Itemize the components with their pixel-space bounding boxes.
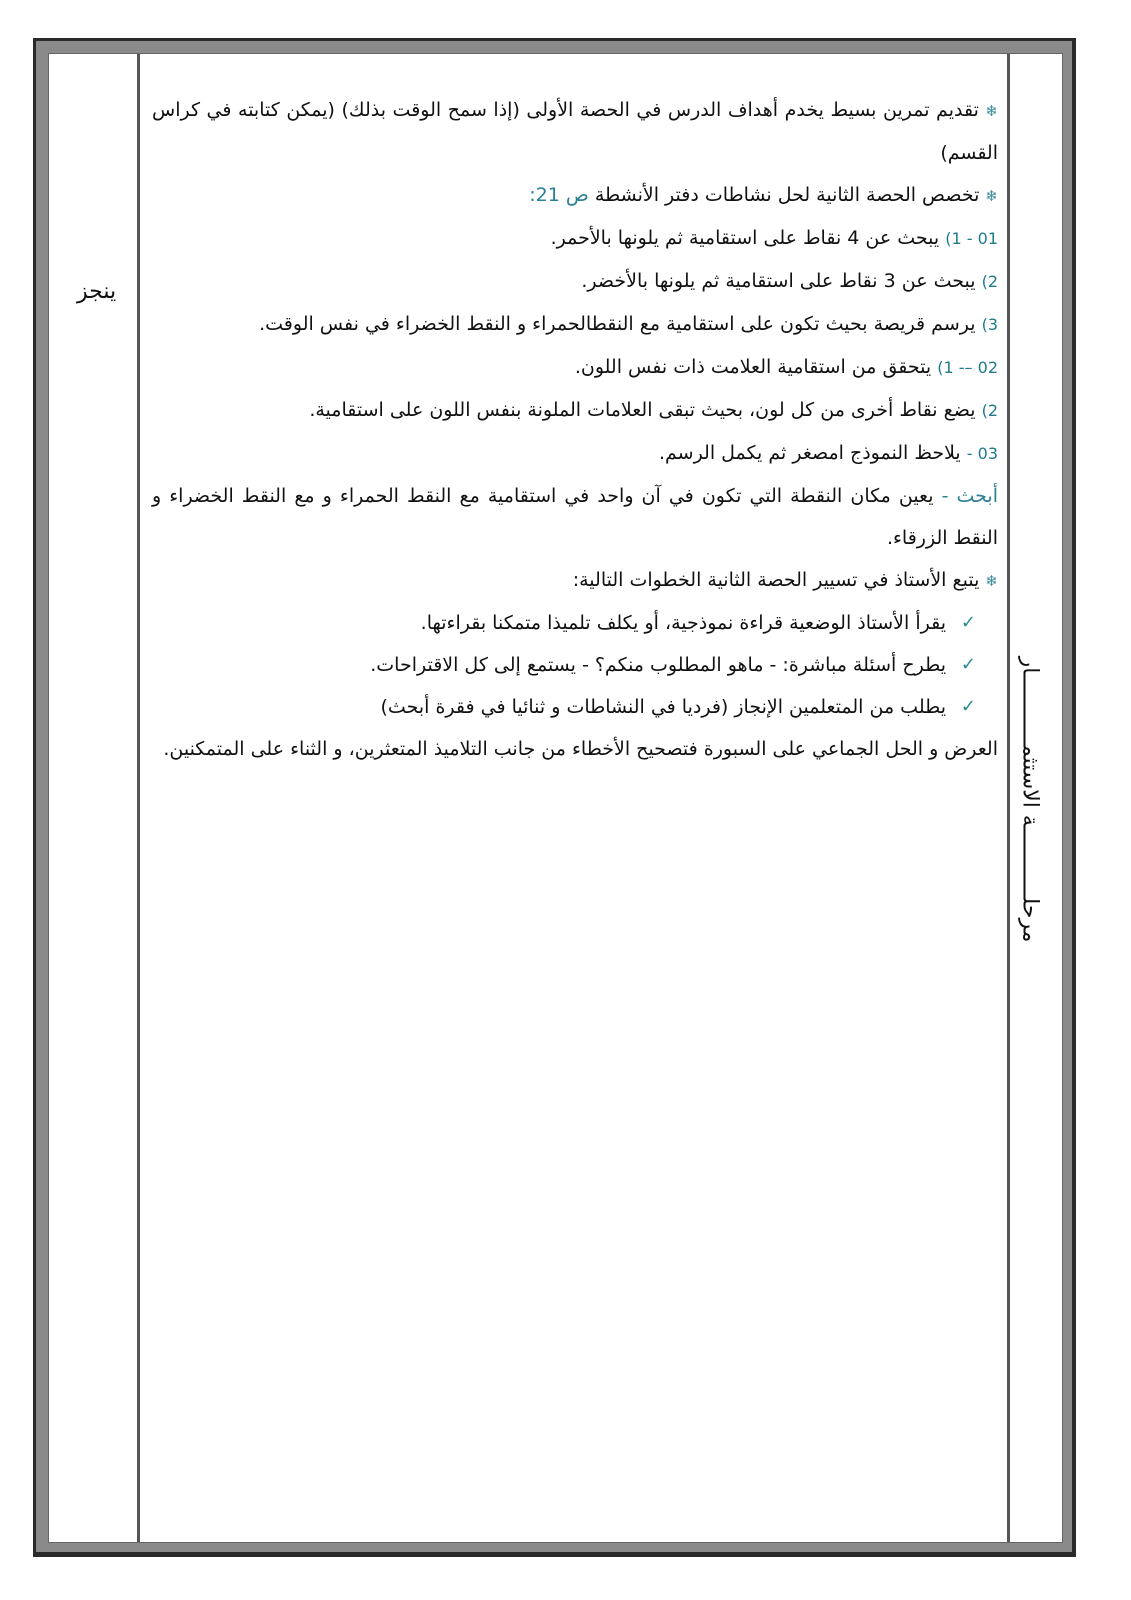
stage-label-text: مرحلـــــــــــة الاستثمـــــــــــار	[1017, 656, 1043, 942]
steps-intro: ❄ يتبع الأستاذ في تسيير الحصة الثانية الخطوات التالية:	[572, 569, 998, 591]
list-item: ✓ يقرأ الأستاذ الوضعية قراءة نموذجية، أو يكلف تلميذا متمكنا بقراءتها.	[152, 602, 976, 644]
checkmark-icon: ✓	[960, 696, 976, 717]
asterisk-icon: ❄	[985, 572, 998, 590]
asterisk-icon: ❄	[985, 187, 998, 205]
intro-paragraph: ❄ تقديم تمرين بسيط يخدم أهداف الدرس في الحصة الأولى (إذا سمح الوقت بذلك) (يمكن كتابته في كراس القسم)	[152, 99, 998, 164]
page-inner	[48, 53, 1063, 1543]
activity-item: 03 - يلاحظ النموذج امصغر ثم يكمل الرسم.	[658, 442, 998, 464]
activity-item: 2) يبحث عن 3 نقاط على استقامية ثم يلونها بالأخضر.	[581, 270, 998, 292]
side-label-achieves: ينجز	[77, 279, 117, 304]
list-item: ✓ يطرح أسئلة مباشرة: - ماهو المطلوب منكم؟ - يستمع إلى كل الاقتراحات.	[152, 644, 976, 686]
list-item: ✓ يطلب من المتعلمين الإنجاز (فرديا في النشاطات و ثنائيا في فقرة أبحث)	[152, 686, 976, 728]
checkmark-icon: ✓	[960, 654, 976, 675]
activity-item: 3) يرسم قريصة بحيث تكون على استقامية مع النقطالحمراء و النقط الخضراء في نفس الوقت.	[259, 313, 998, 335]
closing-paragraph: العرض و الحل الجماعي على السبورة فتصحيح الأخطاء من جانب التلاميذ المتعثرين، و الثناء على المتمكنين.	[163, 738, 998, 760]
second-session-line: ❄ تخصص الحصة الثانية لحل نشاطات دفتر الأنشطة ص 21:	[529, 184, 998, 206]
activity-item: 01 - 1) يبحث عن 4 نقاط على استقامية ثم يلونها بالأحمر.	[550, 227, 998, 249]
left-column-divider	[137, 54, 140, 1542]
checkmark-icon: ✓	[960, 612, 976, 633]
page-frame	[33, 38, 1076, 1557]
activity-item: 2) يضع نقاط أخرى من كل لون، بحيث تبقى العلامات الملونة بنفس اللون على استقامية.	[309, 399, 998, 421]
lesson-content	[152, 89, 998, 770]
abhath-paragraph: أبحث - يعين مكان النقطة التي تكون في آن واحد في استقامية مع النقط الحمراء و مع النقط الخضراء و النقط الزرقاء.	[152, 485, 999, 549]
steps-list	[152, 602, 998, 728]
asterisk-icon: ❄	[985, 102, 998, 120]
stage-label	[1010, 654, 1050, 944]
activity-item: 02 –- 1) يتحقق من استقامية العلامت ذات نفس اللون.	[574, 356, 998, 378]
